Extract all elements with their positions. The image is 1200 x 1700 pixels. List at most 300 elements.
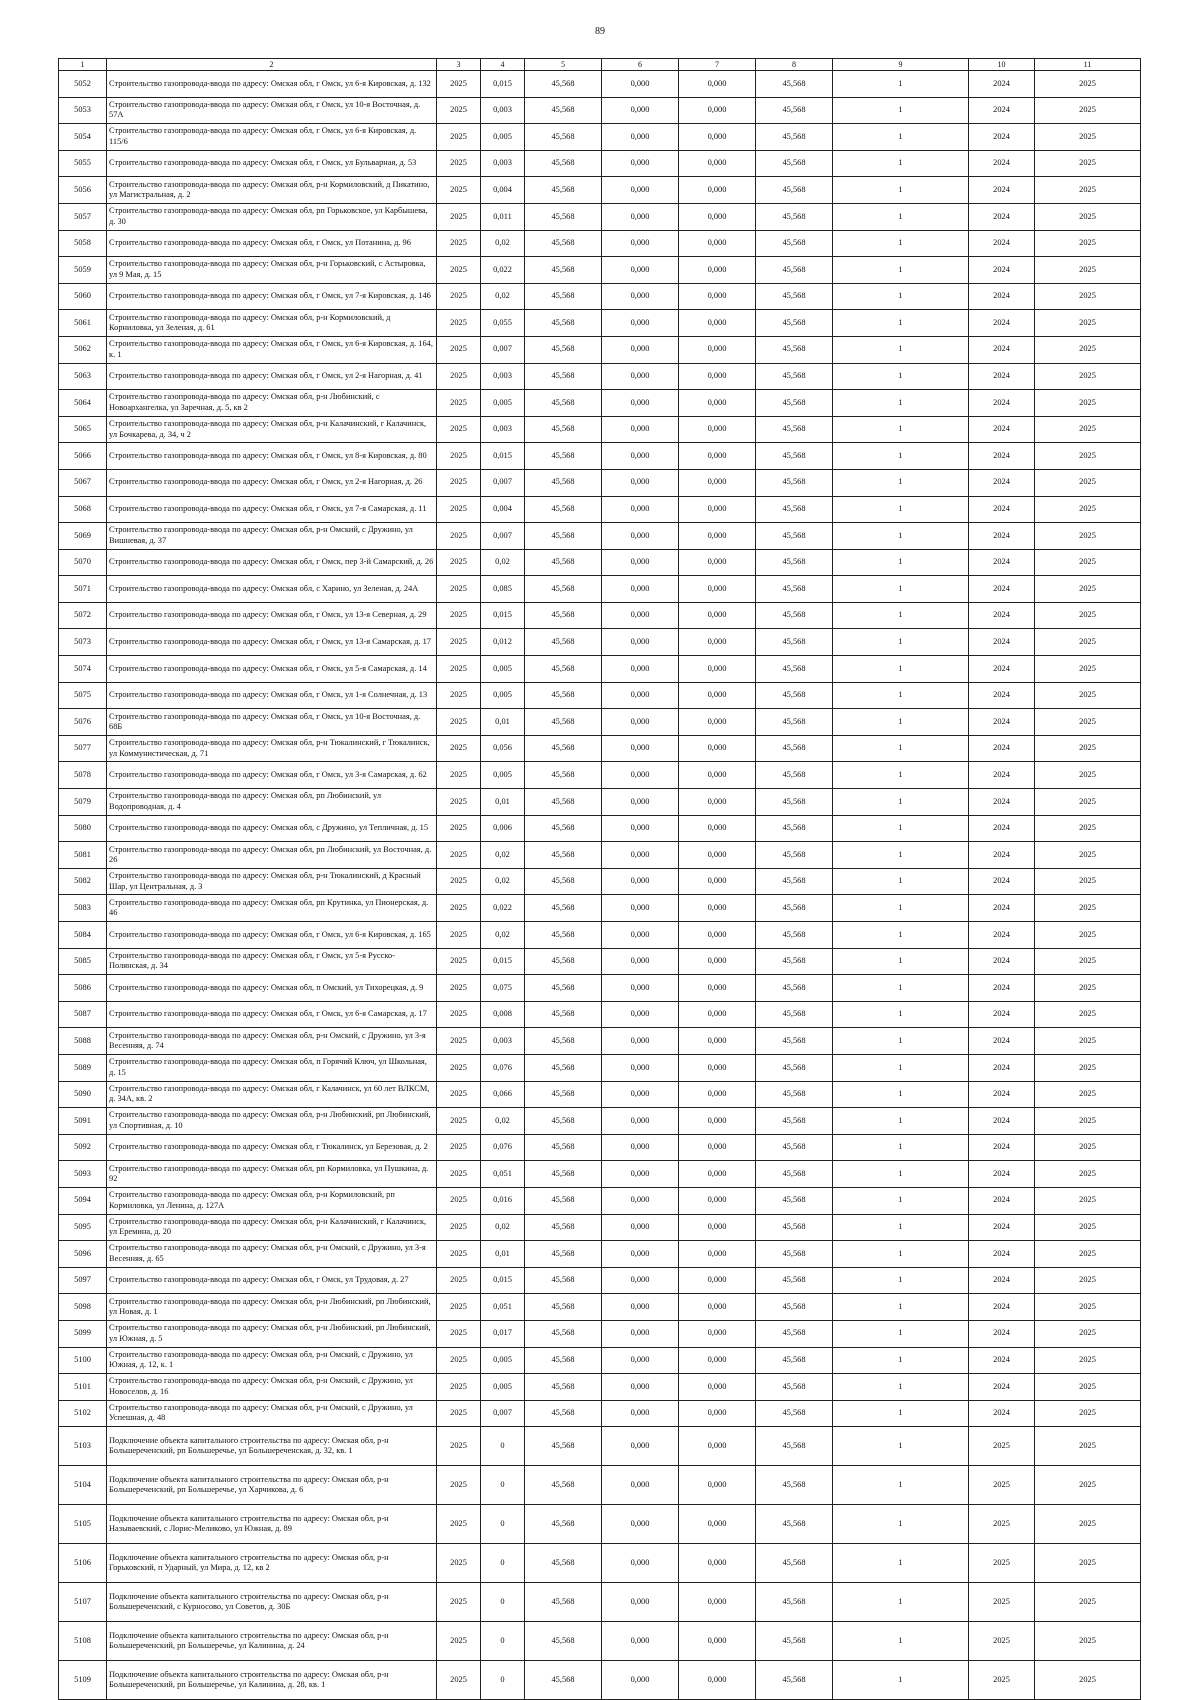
table-row xyxy=(59,1294,1141,1321)
column-header-4: 4 xyxy=(481,59,525,71)
cell-cost-b: 0,000 xyxy=(679,1544,756,1583)
table-row xyxy=(59,1466,1141,1505)
cell-cost-b: 0,000 xyxy=(679,1427,756,1466)
table-row xyxy=(59,283,1141,310)
table-row xyxy=(59,496,1141,523)
cell-object-name: Строительство газопровода-ввода по адресу: Омская обл, р-н Омский, с Дружино, ул 3-я Весенняя, д. 65 xyxy=(107,1241,437,1268)
cell-cost-sum: 45,568 xyxy=(756,1294,833,1321)
cell-cost-a: 0,000 xyxy=(602,1187,679,1214)
table-row xyxy=(59,416,1141,443)
cell-quantity: 1 xyxy=(833,1427,969,1466)
cell-cost-sum: 45,568 xyxy=(756,363,833,390)
cell-cost-b: 0,000 xyxy=(679,71,756,98)
cell-cost-sum: 45,568 xyxy=(756,203,833,230)
table-row xyxy=(59,1622,1141,1661)
cell-end-year: 2025 xyxy=(1035,443,1141,470)
cell-end-year: 2025 xyxy=(1035,1661,1141,1700)
cell-cost-sum: 45,568 xyxy=(756,602,833,629)
cell-end-year: 2025 xyxy=(1035,922,1141,949)
cell-quantity: 1 xyxy=(833,629,969,656)
cell-cost-total: 45,568 xyxy=(525,576,602,603)
cell-cost-sum: 45,568 xyxy=(756,1108,833,1135)
table-row xyxy=(59,762,1141,789)
cell-start-year: 2024 xyxy=(969,363,1035,390)
cell-cost-total: 45,568 xyxy=(525,150,602,177)
cell-length: 0,01 xyxy=(481,709,525,736)
column-header-3: 3 xyxy=(437,59,481,71)
table-row xyxy=(59,682,1141,709)
cell-row-number: 5091 xyxy=(59,1108,107,1135)
cell-length: 0 xyxy=(481,1622,525,1661)
cell-cost-sum: 45,568 xyxy=(756,1661,833,1700)
cell-row-number: 5056 xyxy=(59,177,107,204)
cell-end-year: 2025 xyxy=(1035,416,1141,443)
cell-cost-a: 0,000 xyxy=(602,975,679,1002)
cell-end-year: 2025 xyxy=(1035,363,1141,390)
cell-cost-total: 45,568 xyxy=(525,97,602,124)
cell-cost-sum: 45,568 xyxy=(756,576,833,603)
cell-length: 0,01 xyxy=(481,789,525,816)
cell-start-year: 2024 xyxy=(969,842,1035,869)
cell-length: 0,015 xyxy=(481,602,525,629)
cell-start-year: 2024 xyxy=(969,1081,1035,1108)
cell-year: 2025 xyxy=(437,629,481,656)
cell-cost-b: 0,000 xyxy=(679,735,756,762)
cell-cost-b: 0,000 xyxy=(679,443,756,470)
cell-start-year: 2025 xyxy=(969,1466,1035,1505)
cell-row-number: 5062 xyxy=(59,336,107,363)
cell-start-year: 2024 xyxy=(969,496,1035,523)
cell-cost-b: 0,000 xyxy=(679,549,756,576)
cell-quantity: 1 xyxy=(833,789,969,816)
cell-cost-sum: 45,568 xyxy=(756,922,833,949)
cell-year: 2025 xyxy=(437,1400,481,1427)
cell-cost-sum: 45,568 xyxy=(756,1374,833,1401)
cell-year: 2025 xyxy=(437,1622,481,1661)
table-row xyxy=(59,709,1141,736)
cell-quantity: 1 xyxy=(833,975,969,1002)
cell-cost-sum: 45,568 xyxy=(756,97,833,124)
table-row xyxy=(59,1108,1141,1135)
cell-length: 0,02 xyxy=(481,1108,525,1135)
cell-object-name: Строительство газопровода-ввода по адресу: Омская обл, г Калачинск, ул 60 лет ВЛКСМ, д. 34А, кв. 2 xyxy=(107,1081,437,1108)
cell-cost-total: 45,568 xyxy=(525,762,602,789)
cell-cost-a: 0,000 xyxy=(602,735,679,762)
cell-length: 0,022 xyxy=(481,895,525,922)
cell-cost-total: 45,568 xyxy=(525,1505,602,1544)
table-row xyxy=(59,469,1141,496)
cell-length: 0,005 xyxy=(481,1374,525,1401)
cell-length: 0,005 xyxy=(481,390,525,417)
cell-quantity: 1 xyxy=(833,868,969,895)
cell-quantity: 1 xyxy=(833,1214,969,1241)
cell-start-year: 2024 xyxy=(969,735,1035,762)
table-row xyxy=(59,629,1141,656)
cell-end-year: 2025 xyxy=(1035,469,1141,496)
cell-quantity: 1 xyxy=(833,97,969,124)
cell-object-name: Строительство газопровода-ввода по адресу: Омская обл, г Омск, ул 13-я Северная, д. 29 xyxy=(107,602,437,629)
table-row xyxy=(59,549,1141,576)
cell-row-number: 5093 xyxy=(59,1161,107,1188)
table-row xyxy=(59,602,1141,629)
cell-year: 2025 xyxy=(437,230,481,257)
cell-cost-a: 0,000 xyxy=(602,443,679,470)
cell-object-name: Строительство газопровода-ввода по адресу: Омская обл, р-н Омский, с Дружино, ул 3-я Весенняя, д. 74 xyxy=(107,1028,437,1055)
table-row xyxy=(59,71,1141,98)
cell-end-year: 2025 xyxy=(1035,1374,1141,1401)
cell-start-year: 2025 xyxy=(969,1427,1035,1466)
cell-start-year: 2024 xyxy=(969,523,1035,550)
cell-cost-b: 0,000 xyxy=(679,1320,756,1347)
cell-start-year: 2024 xyxy=(969,1267,1035,1294)
cell-quantity: 1 xyxy=(833,283,969,310)
cell-start-year: 2024 xyxy=(969,1187,1035,1214)
cell-cost-b: 0,000 xyxy=(679,97,756,124)
cell-cost-b: 0,000 xyxy=(679,1294,756,1321)
cell-year: 2025 xyxy=(437,1583,481,1622)
cell-start-year: 2024 xyxy=(969,682,1035,709)
cell-object-name: Строительство газопровода-ввода по адресу: Омская обл, рп Горьковское, ул Карбышева, д. 30 xyxy=(107,203,437,230)
cell-row-number: 5055 xyxy=(59,150,107,177)
cell-start-year: 2024 xyxy=(969,975,1035,1002)
cell-cost-total: 45,568 xyxy=(525,868,602,895)
cell-end-year: 2025 xyxy=(1035,709,1141,736)
cell-cost-sum: 45,568 xyxy=(756,336,833,363)
table-row xyxy=(59,124,1141,151)
cell-object-name: Строительство газопровода-ввода по адресу: Омская обл, г Тюкалинск, ул Березовая, д. 2 xyxy=(107,1134,437,1161)
cell-cost-b: 0,000 xyxy=(679,469,756,496)
cell-cost-a: 0,000 xyxy=(602,390,679,417)
cell-cost-b: 0,000 xyxy=(679,1374,756,1401)
cell-length: 0,007 xyxy=(481,336,525,363)
table-row xyxy=(59,1001,1141,1028)
cell-end-year: 2025 xyxy=(1035,1320,1141,1347)
table-row xyxy=(59,1505,1141,1544)
cell-cost-b: 0,000 xyxy=(679,257,756,284)
cell-cost-total: 45,568 xyxy=(525,1028,602,1055)
cell-row-number: 5087 xyxy=(59,1001,107,1028)
table-row xyxy=(59,1374,1141,1401)
cell-row-number: 5077 xyxy=(59,735,107,762)
cell-year: 2025 xyxy=(437,1544,481,1583)
cell-cost-total: 45,568 xyxy=(525,1214,602,1241)
cell-start-year: 2024 xyxy=(969,1320,1035,1347)
cell-quantity: 1 xyxy=(833,1001,969,1028)
cell-cost-a: 0,000 xyxy=(602,815,679,842)
cell-quantity: 1 xyxy=(833,150,969,177)
cell-row-number: 5107 xyxy=(59,1583,107,1622)
cell-year: 2025 xyxy=(437,576,481,603)
cell-row-number: 5099 xyxy=(59,1320,107,1347)
cell-quantity: 1 xyxy=(833,469,969,496)
cell-cost-total: 45,568 xyxy=(525,1054,602,1081)
cell-object-name: Строительство газопровода-ввода по адресу: Омская обл, г Омск, ул Потанина, д. 96 xyxy=(107,230,437,257)
cell-length: 0,055 xyxy=(481,310,525,337)
cell-row-number: 5076 xyxy=(59,709,107,736)
cell-object-name: Строительство газопровода-ввода по адресу: Омская обл, с Харино, ул Зеленая, д. 24А xyxy=(107,576,437,603)
cell-object-name: Строительство газопровода-ввода по адресу: Омская обл, г Омск, ул 13-я Самарская, д. 17 xyxy=(107,629,437,656)
cell-cost-total: 45,568 xyxy=(525,815,602,842)
cell-object-name: Подключение объекта капитального строительства по адресу: Омская обл, р-н Большереченский, рп Большеречье, ул Калинина, д. 24 xyxy=(107,1622,437,1661)
cell-cost-sum: 45,568 xyxy=(756,150,833,177)
cell-year: 2025 xyxy=(437,815,481,842)
cell-cost-a: 0,000 xyxy=(602,576,679,603)
table-row xyxy=(59,97,1141,124)
cell-cost-b: 0,000 xyxy=(679,523,756,550)
cell-length: 0 xyxy=(481,1505,525,1544)
cell-row-number: 5083 xyxy=(59,895,107,922)
cell-object-name: Подключение объекта капитального строительства по адресу: Омская обл, р-н Называевский, с Лорис-Меликово, ул Южная, д. 89 xyxy=(107,1505,437,1544)
cell-length: 0 xyxy=(481,1583,525,1622)
cell-start-year: 2024 xyxy=(969,1374,1035,1401)
table-row xyxy=(59,310,1141,337)
cell-end-year: 2025 xyxy=(1035,735,1141,762)
cell-end-year: 2025 xyxy=(1035,629,1141,656)
cell-cost-sum: 45,568 xyxy=(756,682,833,709)
cell-object-name: Подключение объекта капитального строительства по адресу: Омская обл, р-н Горьковский, п Ударный, ул Мира, д. 12, кв 2 xyxy=(107,1544,437,1583)
cell-length: 0,012 xyxy=(481,629,525,656)
cell-cost-sum: 45,568 xyxy=(756,523,833,550)
cell-cost-total: 45,568 xyxy=(525,709,602,736)
cell-length: 0,005 xyxy=(481,124,525,151)
cell-cost-b: 0,000 xyxy=(679,203,756,230)
cell-length: 0,007 xyxy=(481,469,525,496)
cell-cost-sum: 45,568 xyxy=(756,1134,833,1161)
cell-end-year: 2025 xyxy=(1035,496,1141,523)
cell-end-year: 2025 xyxy=(1035,1505,1141,1544)
table-row xyxy=(59,1583,1141,1622)
cell-cost-b: 0,000 xyxy=(679,922,756,949)
cell-row-number: 5054 xyxy=(59,124,107,151)
cell-year: 2025 xyxy=(437,868,481,895)
cell-start-year: 2024 xyxy=(969,1001,1035,1028)
cell-row-number: 5068 xyxy=(59,496,107,523)
cell-cost-sum: 45,568 xyxy=(756,71,833,98)
cell-cost-sum: 45,568 xyxy=(756,1347,833,1374)
cell-end-year: 2025 xyxy=(1035,1294,1141,1321)
cell-cost-sum: 45,568 xyxy=(756,177,833,204)
cell-start-year: 2024 xyxy=(969,336,1035,363)
cell-quantity: 1 xyxy=(833,948,969,975)
cell-cost-b: 0,000 xyxy=(679,1134,756,1161)
table-body xyxy=(59,71,1141,1700)
cell-row-number: 5104 xyxy=(59,1466,107,1505)
cell-quantity: 1 xyxy=(833,1661,969,1700)
cell-start-year: 2024 xyxy=(969,150,1035,177)
cell-cost-total: 45,568 xyxy=(525,922,602,949)
cell-end-year: 2025 xyxy=(1035,1466,1141,1505)
cell-row-number: 5063 xyxy=(59,363,107,390)
cell-quantity: 1 xyxy=(833,230,969,257)
cell-end-year: 2025 xyxy=(1035,1267,1141,1294)
cell-quantity: 1 xyxy=(833,257,969,284)
cell-row-number: 5109 xyxy=(59,1661,107,1700)
cell-cost-total: 45,568 xyxy=(525,1001,602,1028)
cell-object-name: Строительство газопровода-ввода по адресу: Омская обл, р-н Калачинский, г Калачинск, ул Еремина, д. 20 xyxy=(107,1214,437,1241)
cell-quantity: 1 xyxy=(833,124,969,151)
table-row xyxy=(59,1028,1141,1055)
cell-cost-sum: 45,568 xyxy=(756,124,833,151)
cell-cost-sum: 45,568 xyxy=(756,1001,833,1028)
cell-cost-b: 0,000 xyxy=(679,1081,756,1108)
cell-object-name: Строительство газопровода-ввода по адресу: Омская обл, г Омск, ул 5-я Самарская, д. 14 xyxy=(107,656,437,683)
table-row xyxy=(59,257,1141,284)
cell-row-number: 5092 xyxy=(59,1134,107,1161)
cell-object-name: Строительство газопровода-ввода по адресу: Омская обл, г Омск, пер 3-й Самарский, д. 26 xyxy=(107,549,437,576)
cell-cost-sum: 45,568 xyxy=(756,1241,833,1268)
cell-quantity: 1 xyxy=(833,1347,969,1374)
cell-cost-sum: 45,568 xyxy=(756,1583,833,1622)
cell-cost-a: 0,000 xyxy=(602,363,679,390)
cell-quantity: 1 xyxy=(833,1400,969,1427)
cell-length: 0,075 xyxy=(481,975,525,1002)
cell-end-year: 2025 xyxy=(1035,789,1141,816)
cell-cost-sum: 45,568 xyxy=(756,1187,833,1214)
cell-row-number: 5061 xyxy=(59,310,107,337)
cell-row-number: 5106 xyxy=(59,1544,107,1583)
cell-cost-total: 45,568 xyxy=(525,496,602,523)
cell-start-year: 2024 xyxy=(969,416,1035,443)
table-row xyxy=(59,203,1141,230)
column-header-5: 5 xyxy=(525,59,602,71)
cell-end-year: 2025 xyxy=(1035,975,1141,1002)
cell-cost-a: 0,000 xyxy=(602,1466,679,1505)
cell-cost-sum: 45,568 xyxy=(756,895,833,922)
cell-cost-a: 0,000 xyxy=(602,895,679,922)
cell-cost-total: 45,568 xyxy=(525,1081,602,1108)
cell-quantity: 1 xyxy=(833,1241,969,1268)
cell-year: 2025 xyxy=(437,1320,481,1347)
cell-cost-total: 45,568 xyxy=(525,1622,602,1661)
table-row xyxy=(59,177,1141,204)
cell-year: 2025 xyxy=(437,1054,481,1081)
cell-cost-a: 0,000 xyxy=(602,656,679,683)
cell-cost-sum: 45,568 xyxy=(756,1028,833,1055)
cell-object-name: Строительство газопровода-ввода по адресу: Омская обл, р-н Омский, с Дружино, ул Южная, д. 12, к. 1 xyxy=(107,1347,437,1374)
cell-length: 0,015 xyxy=(481,443,525,470)
cell-end-year: 2025 xyxy=(1035,1108,1141,1135)
cell-start-year: 2024 xyxy=(969,469,1035,496)
table-row xyxy=(59,948,1141,975)
cell-length: 0,056 xyxy=(481,735,525,762)
cell-cost-total: 45,568 xyxy=(525,1544,602,1583)
cell-year: 2025 xyxy=(437,336,481,363)
cell-row-number: 5079 xyxy=(59,789,107,816)
cell-object-name: Строительство газопровода-ввода по адресу: Омская обл, г Омск, ул 6-я Кировская, д. 165 xyxy=(107,922,437,949)
cell-length: 0,008 xyxy=(481,1001,525,1028)
cell-cost-a: 0,000 xyxy=(602,629,679,656)
cell-cost-total: 45,568 xyxy=(525,602,602,629)
cell-length: 0,076 xyxy=(481,1134,525,1161)
cell-end-year: 2025 xyxy=(1035,177,1141,204)
cell-row-number: 5082 xyxy=(59,868,107,895)
cell-end-year: 2025 xyxy=(1035,815,1141,842)
cell-start-year: 2024 xyxy=(969,922,1035,949)
cell-cost-b: 0,000 xyxy=(679,363,756,390)
cell-object-name: Строительство газопровода-ввода по адресу: Омская обл, г Омск, ул 6-я Самарская, д. 17 xyxy=(107,1001,437,1028)
cell-end-year: 2025 xyxy=(1035,1427,1141,1466)
cell-cost-total: 45,568 xyxy=(525,1161,602,1188)
cell-row-number: 5096 xyxy=(59,1241,107,1268)
cell-cost-sum: 45,568 xyxy=(756,469,833,496)
cell-cost-b: 0,000 xyxy=(679,1466,756,1505)
cell-row-number: 5094 xyxy=(59,1187,107,1214)
cell-year: 2025 xyxy=(437,1214,481,1241)
cell-cost-sum: 45,568 xyxy=(756,310,833,337)
cell-object-name: Строительство газопровода-ввода по адресу: Омская обл, г Омск, ул 5-я Русско-Полянская, д. 34 xyxy=(107,948,437,975)
cell-object-name: Строительство газопровода-ввода по адресу: Омская обл, рп Любинский, ул Восточная, д. 26 xyxy=(107,842,437,869)
cell-cost-total: 45,568 xyxy=(525,336,602,363)
cell-cost-a: 0,000 xyxy=(602,1081,679,1108)
cell-cost-total: 45,568 xyxy=(525,1108,602,1135)
cell-cost-sum: 45,568 xyxy=(756,1466,833,1505)
cell-object-name: Подключение объекта капитального строительства по адресу: Омская обл, р-н Большереченский, рп Большеречье, ул Большереченская, д. 32, кв. 1 xyxy=(107,1427,437,1466)
cell-cost-b: 0,000 xyxy=(679,1583,756,1622)
cell-year: 2025 xyxy=(437,735,481,762)
cell-cost-total: 45,568 xyxy=(525,1241,602,1268)
cell-cost-b: 0,000 xyxy=(679,496,756,523)
cell-quantity: 1 xyxy=(833,709,969,736)
cell-object-name: Строительство газопровода-ввода по адресу: Омская обл, г Омск, ул 2-я Нагорная, д. 26 xyxy=(107,469,437,496)
cell-quantity: 1 xyxy=(833,416,969,443)
cell-cost-b: 0,000 xyxy=(679,416,756,443)
cell-end-year: 2025 xyxy=(1035,523,1141,550)
cell-object-name: Строительство газопровода-ввода по адресу: Омская обл, р-н Кормиловский, д Корниловка, ул Зеленая, д. 61 xyxy=(107,310,437,337)
cell-object-name: Строительство газопровода-ввода по адресу: Омская обл, р-н Кормиловский, рп Кормиловка, ул Ленина, д. 127А xyxy=(107,1187,437,1214)
cell-quantity: 1 xyxy=(833,549,969,576)
cell-year: 2025 xyxy=(437,71,481,98)
cell-object-name: Строительство газопровода-ввода по адресу: Омская обл, р-н Горьковский, с Астыровка, ул 9 Мая, д. 15 xyxy=(107,257,437,284)
cell-start-year: 2024 xyxy=(969,1241,1035,1268)
cell-end-year: 2025 xyxy=(1035,602,1141,629)
cell-start-year: 2025 xyxy=(969,1583,1035,1622)
cell-quantity: 1 xyxy=(833,1108,969,1135)
cell-cost-sum: 45,568 xyxy=(756,842,833,869)
cell-quantity: 1 xyxy=(833,602,969,629)
cell-object-name: Строительство газопровода-ввода по адресу: Омская обл, г Омск, ул 6-я Кировская, д. 132 xyxy=(107,71,437,98)
cell-cost-a: 0,000 xyxy=(602,1400,679,1427)
cell-start-year: 2025 xyxy=(969,1661,1035,1700)
table-row xyxy=(59,363,1141,390)
cell-cost-b: 0,000 xyxy=(679,602,756,629)
table-row xyxy=(59,443,1141,470)
cell-row-number: 5108 xyxy=(59,1622,107,1661)
cell-length: 0,02 xyxy=(481,549,525,576)
table-row xyxy=(59,150,1141,177)
cell-cost-total: 45,568 xyxy=(525,71,602,98)
cell-cost-sum: 45,568 xyxy=(756,230,833,257)
cell-object-name: Строительство газопровода-ввода по адресу: Омская обл, с Дружино, ул Тепличная, д. 15 xyxy=(107,815,437,842)
cell-object-name: Строительство газопровода-ввода по адресу: Омская обл, р-н Тюкалинский, г Тюкалинск, ул Коммунистическая, д. 71 xyxy=(107,735,437,762)
cell-cost-a: 0,000 xyxy=(602,71,679,98)
cell-row-number: 5102 xyxy=(59,1400,107,1427)
cell-year: 2025 xyxy=(437,1001,481,1028)
cell-object-name: Строительство газопровода-ввода по адресу: Омская обл, г Омск, ул 2-я Нагорная, д. 41 xyxy=(107,363,437,390)
table-row xyxy=(59,975,1141,1002)
cell-cost-total: 45,568 xyxy=(525,1400,602,1427)
table-row xyxy=(59,895,1141,922)
cell-row-number: 5101 xyxy=(59,1374,107,1401)
cell-object-name: Строительство газопровода-ввода по адресу: Омская обл, г Омск, ул Бульварная, д. 53 xyxy=(107,150,437,177)
cell-cost-total: 45,568 xyxy=(525,895,602,922)
cell-object-name: Строительство газопровода-ввода по адресу: Омская обл, р-н Тюкалинский, д Красный Шар, ул Центральная, д. 3 xyxy=(107,868,437,895)
cell-cost-a: 0,000 xyxy=(602,257,679,284)
cell-start-year: 2024 xyxy=(969,549,1035,576)
cell-cost-sum: 45,568 xyxy=(756,416,833,443)
cell-quantity: 1 xyxy=(833,71,969,98)
cell-object-name: Строительство газопровода-ввода по адресу: Омская обл, г Омск, ул 7-я Самарская, д. 11 xyxy=(107,496,437,523)
cell-cost-a: 0,000 xyxy=(602,922,679,949)
